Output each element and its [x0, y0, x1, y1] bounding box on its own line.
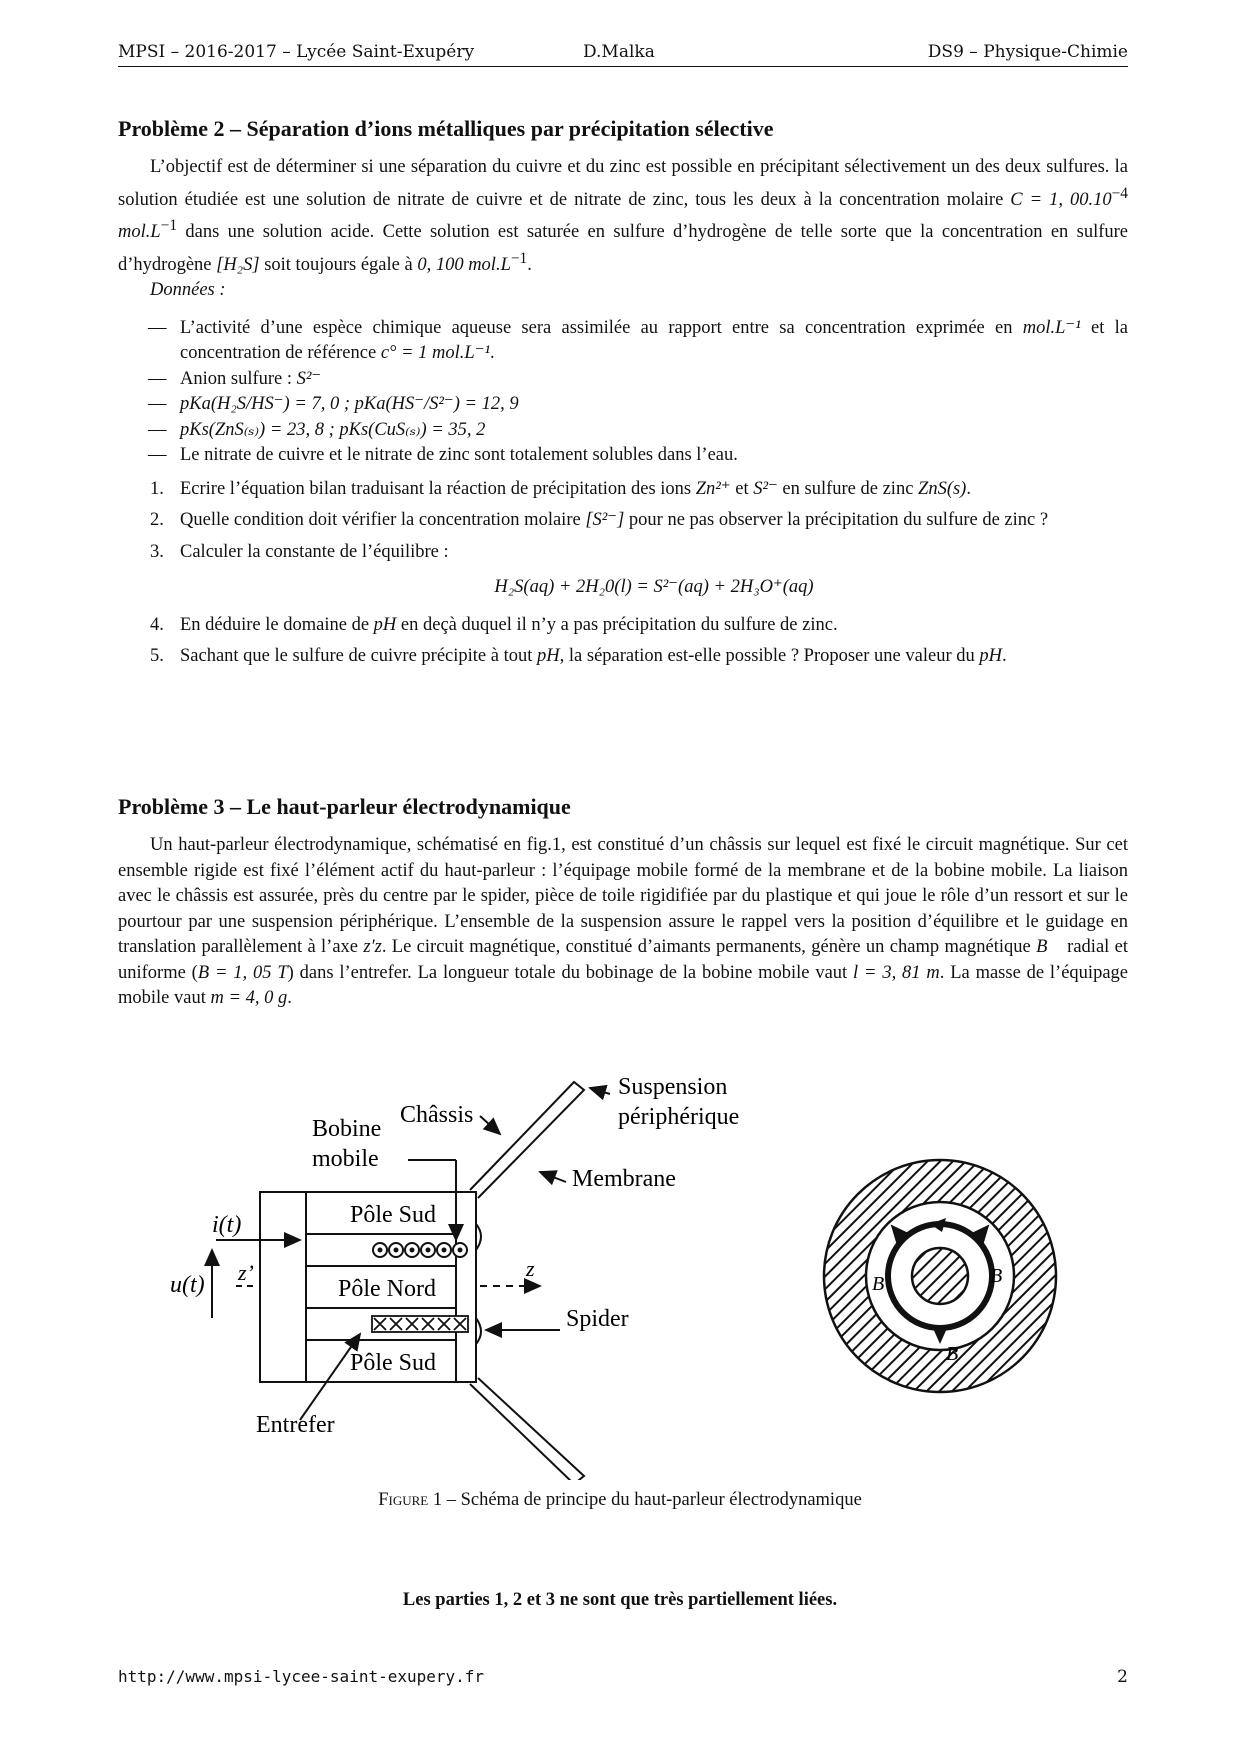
coil-bottom	[372, 1316, 468, 1332]
problem3-paragraph: Un haut-parleur électrodynamique, schématisé en fig.1, est constitué d’un châssis sur lequel est fixé le circuit magnétique. Sur cet ensemble rigide est fixé l’élément actif du haut-parleur : l’équipage mobile formé de la membrane et de la bobine mobile. La liaison avec le châssis est assurée, près du centre par le spider, pièce de toile rigidifiée par du plastique et qui joue le rôle d’un ressort et sur le pourtour par une suspension périphérique. L’ensemble de la suspension assure le rappel vers la position d’équilibre et le guidage en translation parallèlement à l’axe z′z. Le circuit magnétique, constitué d’aimants permanents, génère un champ magnétique B⃗ radial et uniforme (B = 1, 05 T) dans l’entrefer. La longueur totale du bobinage de la bobine mobile vaut l = 3, 81 m. La masse de l’équipage mobile vaut m = 4, 0 g.	[118, 835, 1129, 1008]
label-b-bottom: B	[946, 1343, 959, 1365]
data-list	[118, 316, 1128, 469]
problem2-body	[118, 155, 1128, 676]
question-2: 2. Quelle condition doit vérifier la concentration molaire [S²⁻] pour ne pas observer la précipitation du sulfure de zinc ?	[150, 510, 1049, 531]
problem3-body	[118, 833, 1128, 1012]
loudspeaker-figure	[0, 1060, 1240, 1480]
list-item: — Le nitrate de cuivre et le nitrate de zinc sont totalement solubles dans l’eau.	[118, 443, 1128, 469]
header-center: D.Malka	[583, 42, 655, 62]
radial-field-diagram	[824, 1160, 1056, 1392]
label-b-right: B	[990, 1265, 1003, 1287]
problem2-intro: L’objectif est de déterminer si une séparation du cuivre et du zinc est possible en précipitant sélectivement un des deux sulfures. la solution étudiée est une solution de nitrate de cuivre et de nitrate de zinc, tous les deux à la concentration molaire C = 1, $00.10^{-4}$ $mol.L^{-1}$ dans une solution acide. Cette solution est saturée en sulfure d’hydrogène de telle sorte que la concentration en sulfure d’hydrogène [H₂S] soit toujours égale à 0, 100 $mol.L^{-1}$.	[118, 157, 1128, 275]
question-5: 5. Sachant que le sulfure de cuivre précipite à tout pH, la séparation est-elle possible ? Proposer une valeur du pH.	[150, 646, 1007, 667]
label-suspension-2: périphérique	[618, 1104, 740, 1130]
page-number: 2	[1117, 1667, 1128, 1687]
list-item: — pKs(ZnS₍ₛ₎) = 23, 8 ; pKs(CuS₍ₛ₎) = 35, 2	[118, 418, 1128, 444]
equation: H₂S(aq) + 2H₂0(l) = S²⁻(aq) + 2H₃O⁺(aq)	[494, 577, 814, 598]
label-z: z	[526, 1256, 535, 1281]
label-voltage: u(t)	[170, 1272, 205, 1298]
label-chassis: Châssis	[400, 1102, 474, 1128]
label-membrane: Membrane	[572, 1166, 676, 1192]
chassis-front	[456, 1192, 476, 1382]
header-left: MPSI – 2016-2017 – Lycée Saint-Exupéry	[118, 42, 475, 62]
page-header	[118, 40, 1128, 67]
list-item: — pKa(H₂S/HS⁻) = 7, 0 ; pKa(HS⁻/S²⁻) = 12, 9	[118, 392, 1128, 418]
label-pole-sud-top: Pôle Sud	[350, 1202, 437, 1228]
donnees-label: Données :	[150, 280, 226, 301]
footer-url[interactable]: http://www.mpsi-lycee-saint-exupery.fr	[118, 1667, 485, 1686]
label-bobine-1: Bobine	[312, 1116, 382, 1142]
label-spider: Spider	[566, 1306, 629, 1332]
coil-top	[373, 1243, 467, 1257]
label-pole-nord: Pôle Nord	[338, 1276, 436, 1302]
label-b-left: B	[872, 1273, 885, 1295]
list-item: — L’activité d’une espèce chimique aqueuse sera assimilée au rapport entre sa concentration exprimée en mol.L⁻¹ et la concentration de référence c° = 1 mol.L⁻¹.	[118, 316, 1128, 367]
label-pole-sud-bottom: Pôle Sud	[350, 1350, 437, 1376]
page-footer	[118, 1667, 1128, 1687]
list-item: — Anion sulfure : S²⁻	[118, 367, 1128, 393]
label-suspension-1: Suspension	[618, 1074, 728, 1100]
problem2-title: Problème 2 – Séparation d’ions métalliques par précipitation sélective	[118, 116, 774, 141]
question-1: 1. Ecrire l’équation bilan traduisant la réaction de précipitation des ions Zn²⁺ et S²⁻ en sulfure de zinc ZnS(s).	[150, 478, 971, 499]
header-right: DS9 – Physique-Chimie	[927, 42, 1128, 62]
question-4: 4. En déduire le domaine de pH en deçà duquel il n’y a pas précipitation du sulfure de zinc.	[150, 614, 838, 635]
closing-note: Les parties 1, 2 et 3 ne sont que très partiellement liées.	[402, 1590, 838, 1610]
problem3-title: Problème 3 – Le haut-parleur électrodynamique	[118, 794, 571, 819]
label-zprime: z’	[238, 1260, 254, 1285]
label-current: i(t)	[212, 1212, 242, 1238]
question-list	[118, 477, 1128, 670]
figure-caption: Figure 1 – Schéma de principe du haut-parleur électrodynamique	[378, 1490, 862, 1510]
chassis-back	[260, 1192, 306, 1382]
label-bobine-2: mobile	[312, 1146, 379, 1172]
question-3: 3. Calculer la constante de l’équilibre : H₂S(aq) + 2H₂0(l) = S²⁻(aq) + 2H₃O⁺(aq)	[118, 540, 1128, 601]
label-entrefer: Entrefer	[256, 1412, 335, 1438]
